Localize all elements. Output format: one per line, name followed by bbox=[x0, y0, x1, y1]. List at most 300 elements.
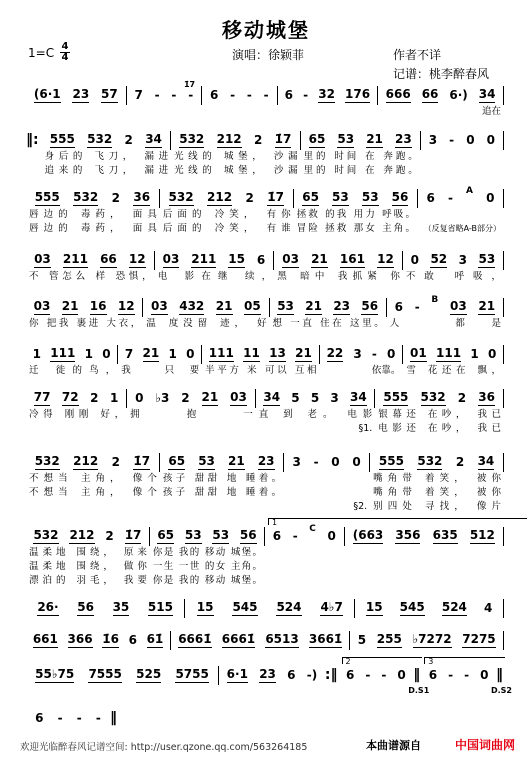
note-group: 0 bbox=[186, 347, 195, 361]
note-group: 6 bbox=[346, 668, 355, 682]
note-group: 515 bbox=[147, 600, 173, 614]
note-group: 2 bbox=[105, 529, 114, 543]
lyric-line bbox=[284, 472, 370, 486]
note-group: 23 bbox=[259, 667, 276, 681]
note-group: 26· bbox=[37, 600, 59, 614]
measure-line bbox=[26, 189, 160, 208]
measure-notes bbox=[155, 253, 274, 268]
note-group: 15 bbox=[228, 252, 245, 266]
note-group: 16 bbox=[89, 299, 107, 313]
lyric-line: 里的 时间 在 奔跑。 bbox=[303, 165, 418, 176]
measure-line bbox=[185, 599, 355, 618]
note-group: 5 bbox=[357, 633, 367, 647]
barline-sign: ‖ bbox=[413, 667, 421, 683]
note-group: 555 bbox=[383, 390, 409, 404]
measure bbox=[171, 131, 300, 178]
measure-line bbox=[26, 251, 155, 270]
note-group: - bbox=[57, 711, 63, 725]
note-group: 532 bbox=[73, 190, 99, 204]
note-group: 366 bbox=[67, 632, 93, 646]
measure-notes bbox=[256, 391, 375, 406]
measure-line bbox=[26, 709, 118, 728]
measure-notes bbox=[355, 601, 503, 616]
measure-line bbox=[294, 189, 418, 208]
measure bbox=[26, 453, 160, 500]
note-group: 6661̇ bbox=[221, 632, 256, 646]
note-group: 65 bbox=[308, 132, 326, 146]
measure bbox=[202, 345, 319, 378]
measure-notes bbox=[270, 300, 386, 315]
score-row bbox=[26, 453, 504, 514]
score-row bbox=[26, 518, 504, 588]
note-group: 7 bbox=[134, 88, 143, 102]
note-group: - bbox=[303, 88, 309, 102]
lyric-line: 想 一直 住在 这里。 bbox=[272, 318, 384, 329]
measure bbox=[42, 131, 171, 178]
volta-bracket: 3 bbox=[424, 657, 505, 664]
note-group: - bbox=[381, 668, 387, 682]
note-group: 05 bbox=[244, 299, 261, 313]
note-group: 21 bbox=[142, 346, 160, 360]
measure-line bbox=[418, 186, 504, 208]
measure-line bbox=[155, 251, 275, 270]
lyric-line: 银幕还 在吵， 我已 bbox=[378, 409, 501, 420]
note-group: ♭3 bbox=[155, 391, 170, 405]
note-group: 532 bbox=[33, 528, 59, 542]
lyric-line: 温柔地 围绕， 原来 bbox=[29, 547, 147, 558]
note-group: 4♭7 bbox=[320, 600, 343, 614]
note-group: 53 bbox=[337, 132, 355, 146]
lyric-line: 你是 我的 移动 城堡。 bbox=[152, 575, 262, 586]
score-row bbox=[26, 599, 504, 618]
note-group: 21 bbox=[366, 132, 383, 146]
note-group: 52 bbox=[430, 252, 448, 266]
footer-source-label: 本曲谱源自 bbox=[366, 739, 421, 752]
measure bbox=[350, 631, 504, 650]
singer-credit: 演唱：徐颖菲 bbox=[232, 48, 305, 62]
note-group: 3 bbox=[330, 391, 339, 405]
measure bbox=[375, 389, 504, 436]
note-group: 1 bbox=[84, 347, 93, 361]
measure-notes bbox=[403, 253, 503, 268]
rehearsal-mark: B bbox=[431, 295, 439, 305]
lyric-line: 依靠。 bbox=[371, 365, 401, 376]
measure-notes bbox=[387, 295, 503, 315]
measure-notes bbox=[294, 191, 417, 206]
measure bbox=[143, 298, 269, 331]
lyric-line: 孩子 甜甜 地 睡着。 bbox=[162, 487, 282, 498]
lyric-line: 雪 花还在 飘， bbox=[406, 365, 501, 376]
note-group: ♭7272 bbox=[412, 632, 452, 646]
measure bbox=[355, 599, 504, 618]
note-group: 1̇7 bbox=[267, 190, 284, 204]
measure-notes bbox=[26, 601, 184, 616]
note-group: 61̇ bbox=[146, 632, 164, 646]
measure bbox=[185, 599, 355, 618]
measure-line bbox=[160, 189, 294, 208]
measure bbox=[403, 345, 504, 378]
measure-notes bbox=[42, 133, 170, 148]
note-group: 176 bbox=[345, 87, 371, 101]
measure bbox=[421, 131, 504, 150]
measure-line bbox=[421, 657, 512, 695]
note-group: 6513 bbox=[265, 632, 299, 646]
note-group: 0 bbox=[352, 455, 361, 469]
note-group: 532 bbox=[87, 132, 113, 146]
measure-notes bbox=[26, 529, 149, 544]
measure-line bbox=[202, 345, 319, 364]
note-group: 1̇7 bbox=[124, 528, 142, 542]
key-signature: 1=C bbox=[28, 46, 55, 60]
note-group: 111 bbox=[208, 346, 234, 360]
measure-line bbox=[26, 86, 127, 105]
measure-line bbox=[378, 86, 504, 105]
measure-line bbox=[171, 131, 300, 150]
measure-line bbox=[387, 295, 504, 317]
note-group: - bbox=[414, 300, 420, 314]
note-group: 0 bbox=[410, 253, 419, 267]
measure-line bbox=[26, 599, 185, 618]
footer-source-site: 中国词曲网 bbox=[455, 738, 516, 752]
volta-bracket-continuation bbox=[345, 518, 527, 525]
note-group: 34 bbox=[477, 454, 495, 468]
measure-notes bbox=[150, 529, 264, 544]
note-group: 11 bbox=[243, 346, 260, 360]
dal-segno-label: D.S1 bbox=[408, 686, 430, 695]
note-group: 13 bbox=[269, 346, 286, 360]
note-group: 0 bbox=[486, 191, 495, 205]
measure-notes bbox=[320, 347, 403, 362]
note-group: 34 bbox=[263, 390, 281, 404]
note-group: 212 bbox=[207, 190, 233, 204]
measure-notes bbox=[339, 669, 414, 682]
measure-line bbox=[26, 666, 219, 685]
measure-line bbox=[274, 251, 403, 270]
lyric-line: 我 只要 bbox=[121, 365, 200, 376]
note-group: 2 bbox=[90, 391, 99, 405]
measure bbox=[26, 298, 143, 331]
lyric-line: 电 影在继 续， bbox=[157, 271, 272, 282]
rehearsal-mark: A bbox=[466, 186, 474, 196]
measure-line bbox=[284, 453, 370, 472]
measure-line bbox=[370, 453, 504, 472]
note-group: (6·1 bbox=[33, 87, 61, 101]
note-group: 532 bbox=[179, 132, 205, 146]
note-group: 34 bbox=[145, 132, 162, 146]
note-group: 23 bbox=[72, 87, 90, 101]
note-group: 12 bbox=[377, 252, 394, 266]
note-group: 255 bbox=[376, 632, 402, 646]
measure bbox=[202, 86, 277, 105]
score-row bbox=[26, 80, 504, 119]
note-group: 7555 bbox=[88, 667, 122, 681]
lyric-line bbox=[418, 208, 504, 222]
note-group: 2 bbox=[455, 455, 465, 469]
measure-line bbox=[42, 131, 171, 150]
measure-notes bbox=[171, 633, 349, 648]
score-row bbox=[26, 251, 504, 284]
barline-sign: ‖ bbox=[110, 710, 117, 726]
note-group: 211 bbox=[191, 252, 217, 266]
lyric-line: （反复省略A-B部分） bbox=[423, 224, 502, 233]
note-group: - bbox=[365, 668, 371, 682]
measure-notes bbox=[274, 253, 402, 268]
note-group: - bbox=[246, 88, 252, 102]
lyric-line: 漂泊的 羽毛， 我要 bbox=[29, 575, 147, 586]
lyric-line: 一生 一世 的女 主角。 bbox=[152, 561, 262, 572]
measure-notes bbox=[370, 455, 503, 470]
note-group: 1̇6 bbox=[102, 632, 119, 646]
note-group: 524 bbox=[441, 600, 467, 614]
note-group: 545 bbox=[399, 600, 425, 614]
note-group: 0 bbox=[397, 668, 406, 682]
note-group: 111 bbox=[436, 346, 462, 360]
score-row bbox=[26, 631, 504, 650]
note-group: 6 bbox=[128, 633, 137, 647]
lyric-line: §2. bbox=[353, 501, 368, 512]
measure bbox=[26, 389, 127, 422]
note-group: 03 bbox=[450, 299, 467, 313]
note-group: 1 bbox=[168, 347, 177, 361]
note-group: 5755 bbox=[175, 667, 209, 681]
note-group: - bbox=[263, 88, 269, 102]
note-group: 21 bbox=[215, 299, 233, 313]
measure bbox=[26, 86, 127, 105]
note-group: - bbox=[447, 191, 453, 205]
measure-line bbox=[26, 631, 171, 650]
note-group: -) bbox=[306, 668, 318, 682]
note-group: 03 bbox=[282, 252, 299, 266]
volta-bracket: 1 bbox=[268, 518, 345, 525]
note-group: 4 bbox=[484, 601, 493, 615]
note-group: 6661̇ bbox=[178, 632, 212, 646]
measure bbox=[26, 599, 185, 618]
note-group: 21 bbox=[305, 299, 322, 313]
lyric-line: 唇边的 毒药， 面具 bbox=[29, 209, 157, 220]
score-row bbox=[26, 709, 118, 728]
note-group: 66 bbox=[100, 252, 117, 266]
measure-notes bbox=[219, 668, 325, 683]
lyric-line: 电影还 在吵， 我已 bbox=[378, 423, 501, 434]
rehearsal-mark: C bbox=[309, 524, 316, 534]
lyric-line: §1. bbox=[358, 423, 373, 434]
song-title: 移动城堡 bbox=[222, 18, 310, 42]
measure bbox=[378, 86, 504, 119]
note-group: 6·) bbox=[449, 88, 468, 102]
note-group: 2 bbox=[457, 391, 467, 405]
note-group: 53 bbox=[332, 190, 349, 204]
note-group: 53 bbox=[277, 299, 294, 313]
note-group: 2 bbox=[111, 455, 120, 469]
measure bbox=[421, 657, 512, 695]
note-group: 21 bbox=[478, 299, 496, 313]
measure-line bbox=[150, 527, 265, 546]
note-group: 0 bbox=[466, 133, 475, 147]
note-group: - bbox=[154, 88, 160, 102]
note-group: 01 bbox=[410, 346, 427, 360]
measure-line bbox=[375, 389, 504, 408]
measure-notes bbox=[118, 347, 201, 362]
note-group: 0 bbox=[102, 347, 111, 361]
lyric-line: 光线的 城堡， 沙漏 bbox=[174, 165, 298, 176]
measure-line bbox=[26, 453, 160, 472]
note-group: 22 bbox=[326, 346, 344, 360]
measure-line bbox=[171, 631, 350, 650]
lyric-line: 不想当 主角， 像个 bbox=[29, 473, 157, 484]
note-group: 1̇7 bbox=[133, 454, 151, 468]
lyric-line: 别四处 寻找， 像片 bbox=[373, 501, 502, 512]
note-group: 56 bbox=[77, 600, 94, 614]
note-group: 21 bbox=[228, 454, 245, 468]
measure-line bbox=[421, 131, 504, 150]
measure-notes bbox=[26, 633, 170, 648]
note-group: - bbox=[188, 88, 194, 102]
note-group: 56 bbox=[391, 190, 409, 204]
measure-notes bbox=[278, 88, 378, 103]
note-group: 555 bbox=[49, 132, 75, 146]
measure-notes bbox=[345, 529, 503, 544]
measure-notes bbox=[403, 347, 503, 362]
measure-notes bbox=[160, 455, 283, 470]
note-group: - bbox=[95, 711, 101, 725]
note-group: 0 bbox=[486, 133, 495, 147]
barline-sign: ‖ bbox=[496, 667, 503, 683]
measure-notes bbox=[171, 133, 299, 148]
measure-line bbox=[350, 631, 504, 650]
dal-segno-label: D.S2 bbox=[490, 686, 512, 695]
lyric-line: 嘴角带 着笑， 被你 bbox=[373, 487, 502, 498]
note-group: 5 bbox=[291, 391, 300, 405]
measure-notes bbox=[26, 191, 159, 206]
note-group: 545 bbox=[232, 600, 258, 614]
lyric-line: 温 度没留 迹， 好 bbox=[146, 318, 267, 329]
lyric-line: 迁 徙的鸟， bbox=[29, 365, 116, 376]
note-group: 6 bbox=[35, 711, 44, 725]
measure bbox=[26, 631, 171, 650]
measure-line bbox=[118, 345, 202, 364]
time-signature-top: 4 bbox=[61, 41, 69, 52]
note-group: 6·1 bbox=[226, 667, 248, 681]
note-group: 65 bbox=[157, 528, 175, 542]
transcriber-credit: 记谱：桃李醉春风 bbox=[393, 67, 490, 81]
measure-notes bbox=[26, 668, 218, 683]
lyric-line: 追来的 飞刀， 漏进 bbox=[44, 165, 169, 176]
note-group: 34 bbox=[349, 390, 367, 404]
measure bbox=[118, 345, 202, 378]
score-row bbox=[26, 345, 504, 378]
note-group: 0 bbox=[487, 347, 497, 361]
measure-line bbox=[26, 298, 143, 317]
note-group: 53 bbox=[478, 252, 496, 266]
score-row bbox=[26, 295, 504, 331]
measure-notes bbox=[375, 391, 503, 406]
measure bbox=[160, 189, 294, 236]
measure bbox=[26, 709, 118, 728]
measure-notes bbox=[26, 347, 117, 362]
measure-line bbox=[202, 86, 277, 105]
note-group: - bbox=[171, 88, 177, 102]
measure-line bbox=[219, 666, 339, 685]
measure-line bbox=[127, 80, 202, 105]
note-group: 524 bbox=[276, 600, 302, 614]
note-group: 3661̇ bbox=[308, 632, 343, 646]
lyric-line: 冷得 刚刚 好， bbox=[29, 409, 125, 420]
lyric-line: 里的 时间 在 奔跑。 bbox=[303, 151, 418, 162]
note-group: 21 bbox=[295, 346, 312, 360]
measure-line bbox=[160, 453, 284, 472]
measure-line bbox=[26, 527, 150, 546]
measure-notes bbox=[265, 524, 344, 543]
note-group: 532 bbox=[34, 454, 60, 468]
measure bbox=[160, 453, 284, 500]
time-signature-bottom: 4 bbox=[61, 52, 69, 63]
note-group: 3 bbox=[428, 133, 438, 147]
note-group: 212 bbox=[69, 528, 95, 542]
note-group: 666 bbox=[385, 87, 411, 101]
note-group: 1̇7 bbox=[274, 132, 292, 146]
note-group: 555 bbox=[378, 454, 404, 468]
measure-line bbox=[320, 345, 404, 364]
measure bbox=[345, 527, 504, 546]
measure bbox=[155, 251, 275, 284]
note-group: 7275 bbox=[462, 632, 496, 646]
lyric-line: 人 都是 bbox=[389, 318, 502, 329]
measure-line bbox=[345, 527, 504, 546]
measure-line bbox=[403, 251, 504, 270]
measure-notes bbox=[26, 391, 126, 406]
note-group: 57 bbox=[100, 87, 118, 101]
note-group: 2 bbox=[124, 133, 133, 147]
measure-line bbox=[355, 599, 504, 618]
lyric-line: 孩子 甜甜 地 睡着。 bbox=[162, 473, 282, 484]
measure-line bbox=[403, 345, 504, 364]
measure-notes bbox=[202, 347, 318, 362]
score-row bbox=[26, 131, 504, 178]
lyric-line: 你是 我的 移动 城堡。 bbox=[152, 547, 262, 558]
measure-line bbox=[26, 345, 118, 364]
lyric-line bbox=[284, 486, 370, 500]
note-group: 6 bbox=[209, 88, 219, 102]
measure-line bbox=[339, 657, 430, 695]
note-group: 532 bbox=[168, 190, 194, 204]
lyric-line: 光线的 城堡， 沙漏 bbox=[174, 151, 298, 162]
note-group: 32 bbox=[318, 87, 335, 101]
note-group: 03 bbox=[151, 299, 168, 313]
note-group: 211 bbox=[62, 252, 88, 266]
lyric-line: 你 把我 裹进 大衣， bbox=[29, 318, 141, 329]
note-group: 0 bbox=[135, 391, 144, 405]
note-group: 56 bbox=[239, 528, 257, 542]
note-group: 6 bbox=[428, 668, 438, 682]
measure-notes bbox=[143, 300, 268, 315]
measure-notes bbox=[418, 186, 503, 205]
measure-line bbox=[301, 131, 421, 150]
note-group: 03 bbox=[34, 252, 51, 266]
note-group: 77 bbox=[33, 390, 51, 404]
note-group: 432 bbox=[179, 299, 205, 313]
lyric-line: 后面的 冷笑， 有谁 bbox=[162, 223, 291, 234]
measure bbox=[26, 527, 150, 588]
measure-notes bbox=[202, 89, 276, 102]
measure-notes bbox=[185, 601, 354, 616]
measure-line bbox=[256, 389, 376, 408]
measure bbox=[26, 189, 160, 236]
note-group: 6 bbox=[426, 191, 435, 205]
lyric-line: 唇边的 毒药， 面具 bbox=[29, 223, 157, 234]
note-group: 21 bbox=[201, 390, 219, 404]
lyric-line: 不敢 呼吸， bbox=[405, 271, 501, 282]
note-group: 6 bbox=[272, 529, 282, 543]
